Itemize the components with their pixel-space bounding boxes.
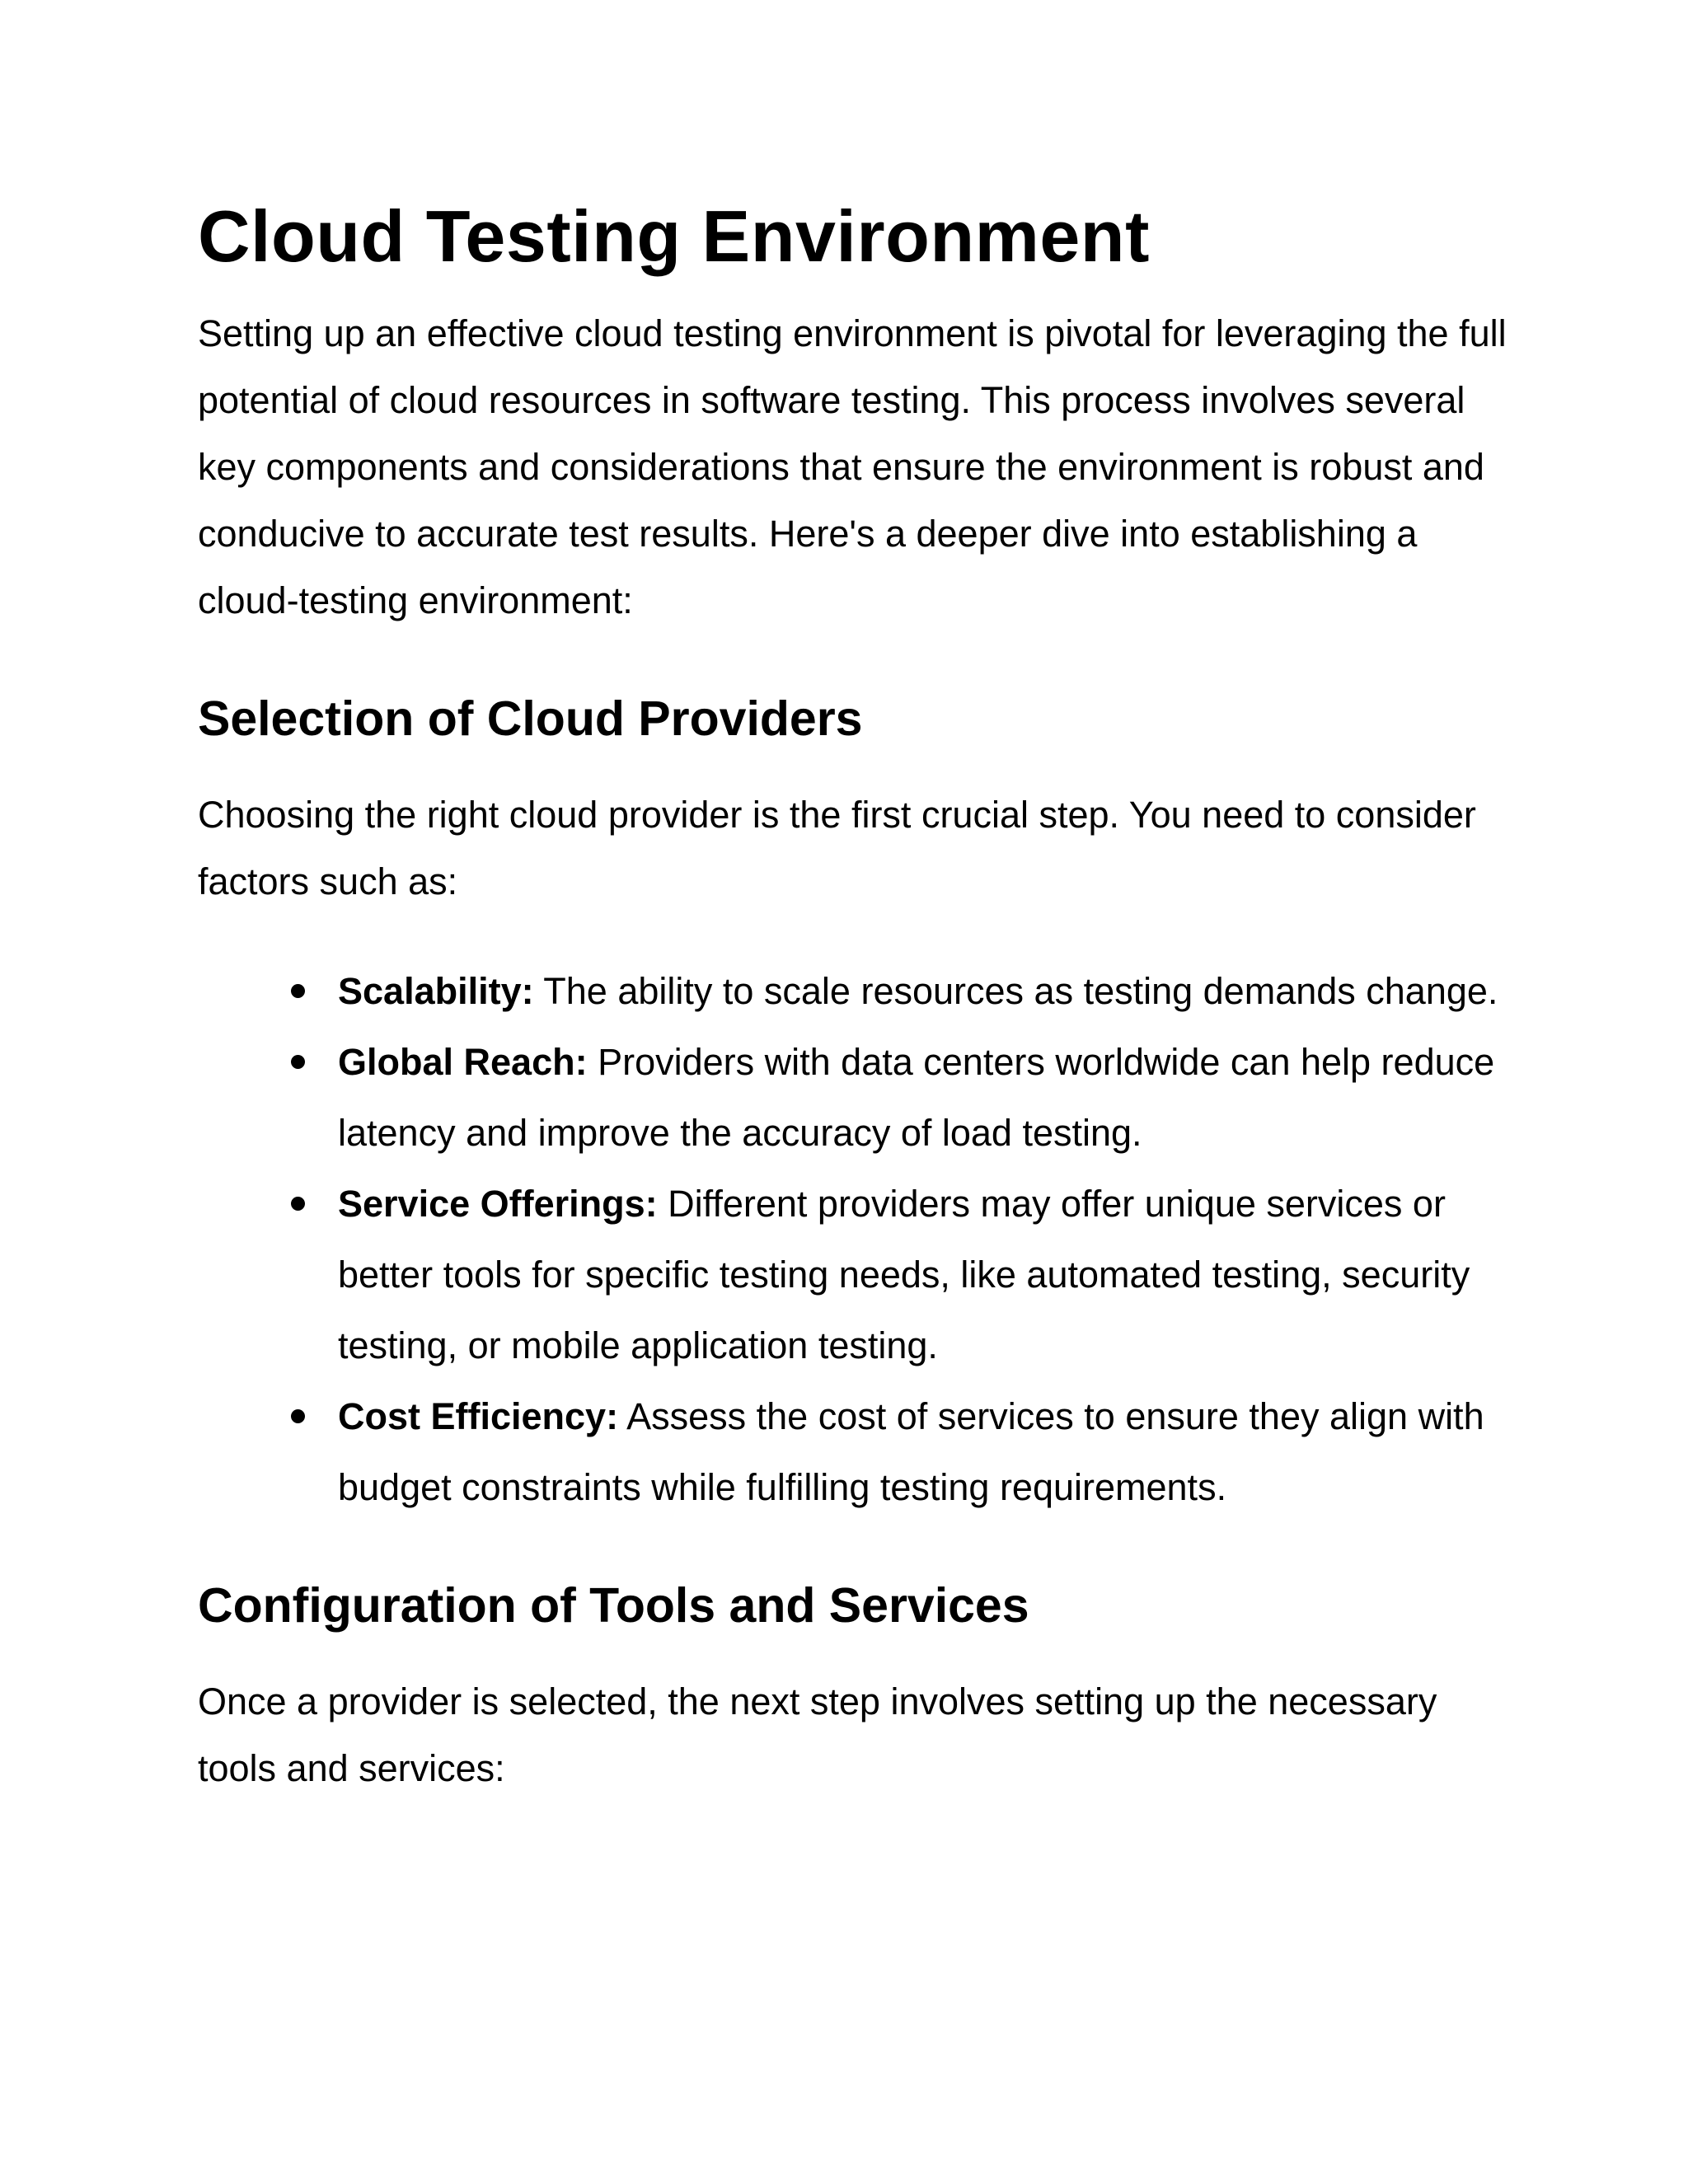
provider-factors-list (198, 956, 1517, 1523)
list-item (198, 1027, 1517, 1169)
bullet-icon (291, 1055, 305, 1069)
intro-paragraph: Setting up an effective cloud testing environment is pivotal for leveraging the full potential of cloud resources in software testing. This process involves several key components and considerations that ensure the environment is robust and conducive to accurate test results. Here's a deeper dive into establishing a cloud-testing environment: (198, 312, 1507, 621)
section-heading-cloud-providers: Selection of Cloud Providers (198, 691, 863, 746)
document-content (198, 191, 1517, 1802)
list-item-text: The ability to scale resources as testing demands change. (533, 970, 1498, 1012)
bullet-icon (291, 984, 305, 998)
list-item-term: Cost Efficiency: (338, 1395, 619, 1437)
bullet-icon (291, 1197, 305, 1211)
bullet-icon (291, 1409, 305, 1423)
list-item-text: Different providers may offer unique services or better tools for specific testing needs, like automated testing, security testing, or mobile application testing. (338, 1183, 1470, 1366)
page-title: Cloud Testing Environment (198, 195, 1150, 277)
list-item (198, 1381, 1517, 1523)
list-item-term: Service Offerings: (338, 1183, 658, 1225)
list-item-term: Scalability: (338, 970, 534, 1012)
list-item (198, 1169, 1517, 1381)
section-paragraph-tools-services: Once a provider is selected, the next step involves setting up the necessary tools and services: (198, 1680, 1437, 1789)
list-item-text: Assess the cost of services to ensure they align with budget constraints while fulfilling testing requirements. (338, 1395, 1484, 1508)
section-heading-tools-services: Configuration of Tools and Services (198, 1578, 1029, 1633)
list-item (198, 956, 1517, 1027)
list-item-text: Providers with data centers worldwide can help reduce latency and improve the accuracy of load testing. (338, 1041, 1495, 1154)
section-paragraph-cloud-providers: Choosing the right cloud provider is the first crucial step. You need to consider factors such as: (198, 794, 1476, 902)
list-item-term: Global Reach: (338, 1041, 588, 1083)
